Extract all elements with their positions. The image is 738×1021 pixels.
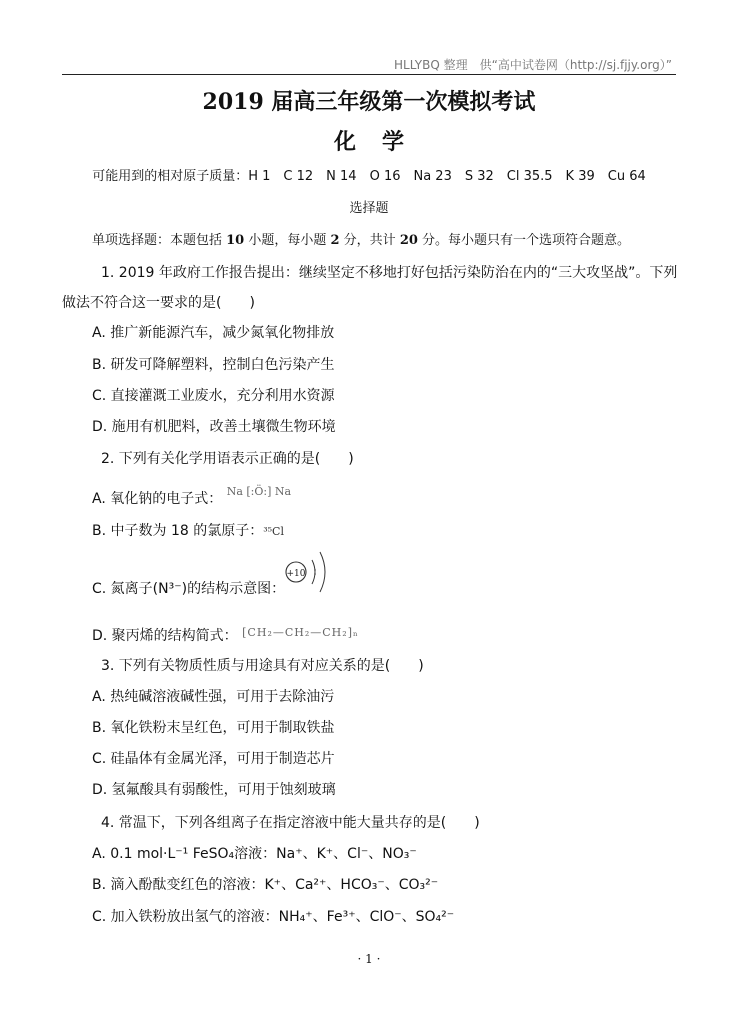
q1-option-d: D. 施用有机肥料，改善土壤微生物环境: [92, 419, 336, 435]
q2-option-d-text: D. 聚丙烯的结构简式：: [92, 628, 238, 644]
instructions: [92, 229, 630, 248]
q3-stem: 3. 下列有关物质性质与用途具有对应关系的是( ): [101, 658, 424, 674]
instructions-mid1: 小题，每小题: [244, 233, 331, 248]
instructions-suffix: 分。每小题只有一个选项符合题意。: [417, 233, 631, 248]
q2-option-b: [92, 520, 284, 540]
q2-option-c-text: C. 氮离子(N³⁻)的结构示意图：: [92, 581, 286, 597]
q3-option-c: C. 硅晶体有金属光泽，可用于制造芯片: [92, 751, 335, 767]
q4-option-c: C. 加入铁粉放出氢气的溶液：NH₄⁺、Fe³⁺、ClO⁻、SO₄²⁻: [92, 909, 455, 925]
q2-option-a: [92, 485, 292, 508]
q1-option-c: C. 直接灌溉工业废水，充分利用水资源: [92, 388, 335, 404]
q1-option-a: A. 推广新能源汽车，减少氮氧化物排放: [92, 325, 335, 341]
electron-dot: [314, 573, 316, 575]
q2-option-d: [92, 625, 359, 645]
electron-shell-2: [320, 552, 325, 592]
section-title: 选择题: [349, 201, 389, 216]
page-number: · 1 ·: [357, 952, 381, 966]
instructions-n1: 10: [226, 233, 245, 248]
sodium-oxide-electron-formula: Na [:Ö:] Na: [226, 485, 292, 498]
q3-option-b: B. 氧化铁粉末呈红色，可用于制取铁盐: [92, 720, 335, 736]
header-divider: [62, 74, 676, 75]
q2-option-a-text: A. 氧化钠的电子式：: [92, 491, 223, 507]
exam-title: 2019 届高三年级第一次模拟考试: [202, 89, 536, 115]
nucleus-charge: +10: [286, 569, 306, 579]
q4-option-a: A. 0.1 mol·L⁻¹ FeSO₄溶液：Na⁺、K⁺、Cl⁻、NO₃⁻: [92, 846, 417, 862]
q1-stem-line1: 1. 2019 年政府工作报告提出：继续坚定不移地打好包括污染防治在内的“三大攻坚战”。下列: [101, 265, 678, 281]
chlorine-isotope-symbol: ³⁵Cl: [263, 525, 284, 538]
q4-option-b: B. 滴入酚酞变红色的溶液：K⁺、Ca²⁺、HCO₃⁻、CO₃²⁻: [92, 877, 439, 893]
exam-subject: 化学: [333, 129, 430, 155]
source-header: HLLYBQ 整理 供“高中试卷网（http://sj.fjjy.org）”: [394, 58, 672, 72]
q2-stem: 2. 下列有关化学用语表示正确的是( ): [101, 451, 354, 467]
atomic-masses: 可能用到的相对原子质量：H 1 C 12 N 14 O 16 Na 23 S 32 Cl 35.5 K 39 Cu 64: [92, 169, 646, 184]
polypropylene-structure-formula: [CH₂—CH₂—CH₂]ₙ: [242, 626, 359, 639]
q2-option-c: [92, 578, 285, 598]
q3-option-a: A. 热纯碱溶液碱性强，可用于去除油污: [92, 689, 335, 705]
q2-option-b-text: B. 中子数为 18 的氯原子：: [92, 523, 264, 539]
instructions-mid2: 分，共计: [339, 233, 400, 248]
electron-dot: [314, 569, 316, 571]
electron-shell-1: [312, 560, 315, 584]
instructions-n3: 20: [399, 233, 418, 248]
instructions-n2: 2: [330, 233, 340, 248]
nitrogen-ion-structure-diagram: [282, 550, 338, 600]
instructions-prefix: 单项选择题：本题包括: [92, 233, 227, 248]
q4-stem: 4. 常温下，下列各组离子在指定溶液中能大量共存的是( ): [101, 815, 480, 831]
q3-option-d: D. 氢氟酸具有弱酸性，可用于蚀刻玻璃: [92, 782, 336, 798]
q1-option-b: B. 研发可降解塑料，控制白色污染产生: [92, 357, 335, 373]
q1-stem-line2: 做法不符合这一要求的是( ): [62, 295, 255, 311]
